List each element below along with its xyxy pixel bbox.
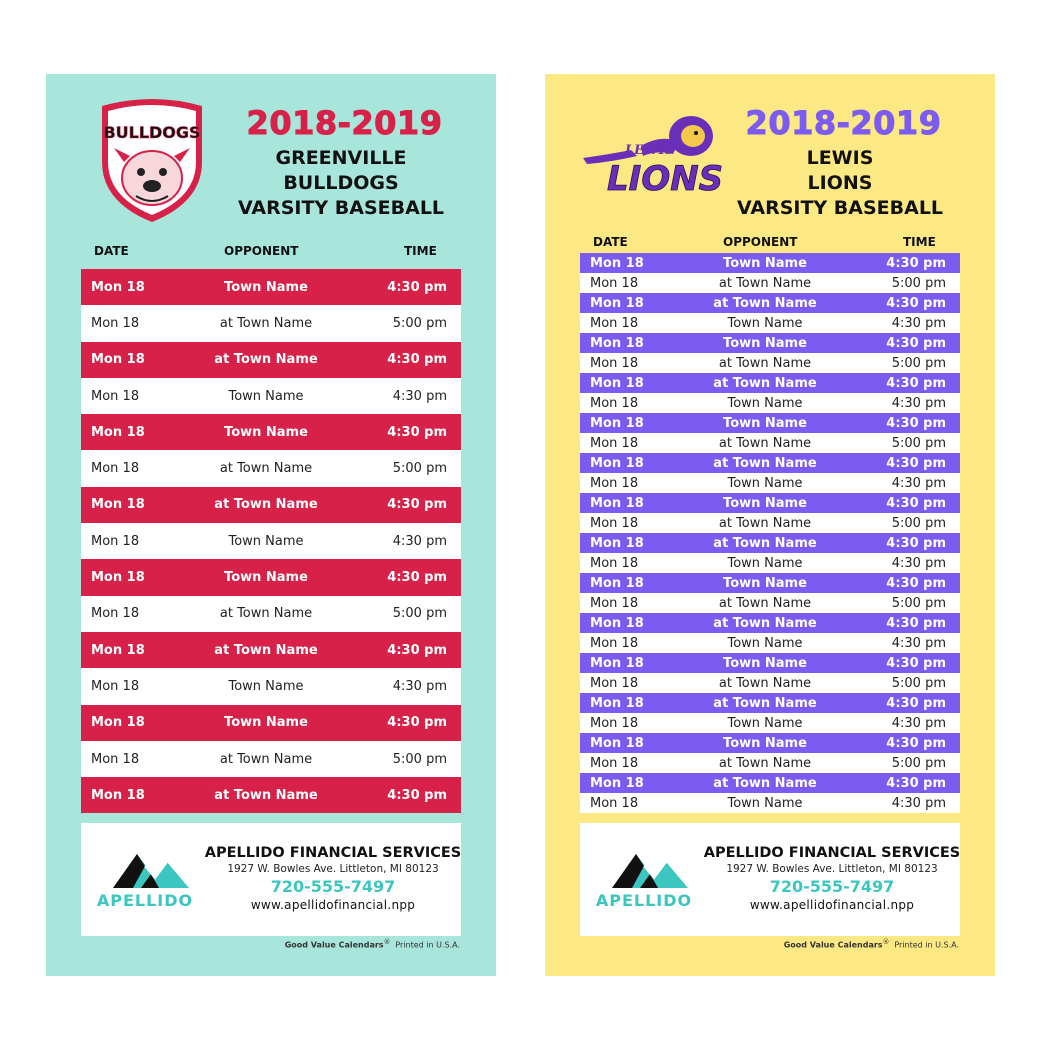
row-date: Mon 18 bbox=[590, 755, 639, 771]
row-date: Mon 18 bbox=[91, 787, 145, 803]
table-row bbox=[81, 342, 461, 378]
title-line-3: VARSITY BASEBALL bbox=[237, 197, 445, 219]
sponsor-phone[interactable]: 720-555-7497 bbox=[270, 877, 396, 896]
row-opponent: at Town Name bbox=[718, 355, 812, 371]
footer-brand: Good Value Calendars bbox=[284, 940, 384, 950]
row-date: Mon 18 bbox=[590, 735, 644, 751]
row-date: Mon 18 bbox=[91, 642, 145, 658]
table-row bbox=[580, 653, 960, 673]
row-opponent: at Town Name bbox=[713, 455, 817, 471]
table-row bbox=[580, 313, 960, 333]
row-date: Mon 18 bbox=[590, 335, 644, 351]
sponsor-name: APELLIDO FINANCIAL SERVICES bbox=[204, 845, 462, 861]
title-line-2: LIONS bbox=[807, 172, 873, 194]
row-opponent: Town Name bbox=[224, 715, 308, 731]
row-date: Mon 18 bbox=[91, 352, 145, 368]
row-date: Mon 18 bbox=[590, 675, 639, 691]
row-opponent: Town Name bbox=[727, 715, 803, 731]
row-time: 4:30 pm bbox=[891, 555, 946, 571]
table-row bbox=[580, 333, 960, 353]
row-opponent: at Town Name bbox=[219, 315, 313, 331]
row-date: Mon 18 bbox=[590, 615, 644, 631]
table-row bbox=[580, 493, 960, 513]
footer-printed: Printed in U.S.A. bbox=[894, 940, 959, 950]
row-date: Mon 18 bbox=[590, 515, 639, 531]
table-row bbox=[580, 713, 960, 733]
table-row bbox=[580, 633, 960, 653]
row-time: 5:00 pm bbox=[891, 675, 946, 691]
schedule-rows bbox=[81, 269, 461, 813]
row-opponent: at Town Name bbox=[718, 755, 812, 771]
row-opponent: Town Name bbox=[723, 495, 807, 511]
row-opponent: at Town Name bbox=[219, 461, 313, 477]
col-head-time: TIME bbox=[903, 235, 936, 249]
row-time: 4:30 pm bbox=[891, 395, 946, 411]
sponsor-phone[interactable]: 720-555-7497 bbox=[769, 877, 895, 896]
row-time: 4:30 pm bbox=[387, 352, 447, 368]
row-date: Mon 18 bbox=[590, 455, 644, 471]
row-opponent: at Town Name bbox=[713, 295, 817, 311]
row-time: 4:30 pm bbox=[886, 375, 946, 391]
title-line-1: GREENVILLE bbox=[275, 147, 407, 169]
row-opponent: Town Name bbox=[723, 415, 807, 431]
row-time: 4:30 pm bbox=[387, 715, 447, 731]
row-date: Mon 18 bbox=[91, 388, 140, 404]
mountain-logo-icon bbox=[111, 848, 191, 892]
row-date: Mon 18 bbox=[590, 355, 639, 371]
row-time: 4:30 pm bbox=[387, 497, 447, 513]
sponsor-address: 1927 W. Bowles Ave. Littleton, MI 80123 bbox=[227, 863, 439, 875]
row-time: 4:30 pm bbox=[886, 615, 946, 631]
table-row bbox=[81, 559, 461, 595]
row-time: 4:30 pm bbox=[886, 335, 946, 351]
row-date: Mon 18 bbox=[590, 495, 644, 511]
table-row bbox=[81, 378, 461, 414]
table-row bbox=[580, 553, 960, 573]
row-opponent: at Town Name bbox=[219, 606, 313, 622]
sponsor-brand: APELLIDO bbox=[595, 891, 693, 910]
bulldogs-shield-logo bbox=[96, 96, 208, 224]
row-opponent: Town Name bbox=[727, 555, 803, 571]
footer-reg: ® bbox=[882, 938, 890, 946]
row-time: 4:30 pm bbox=[891, 315, 946, 331]
row-time: 4:30 pm bbox=[387, 570, 447, 586]
table-row bbox=[81, 269, 461, 305]
col-head-time: TIME bbox=[404, 244, 437, 258]
row-time: 4:30 pm bbox=[886, 495, 946, 511]
row-date: Mon 18 bbox=[590, 475, 639, 491]
bulldogs-logo-text: BULLDOGS bbox=[103, 123, 201, 142]
sponsor-website[interactable]: www.apellidofinancial.npp bbox=[250, 898, 416, 912]
row-opponent: at Town Name bbox=[214, 497, 318, 513]
row-time: 5:00 pm bbox=[891, 515, 946, 531]
row-time: 4:30 pm bbox=[387, 787, 447, 803]
table-row bbox=[580, 393, 960, 413]
table-row bbox=[81, 414, 461, 450]
footer-reg: ® bbox=[383, 938, 391, 946]
table-row bbox=[580, 533, 960, 553]
table-row bbox=[81, 668, 461, 704]
row-time: 4:30 pm bbox=[886, 535, 946, 551]
table-row bbox=[580, 753, 960, 773]
row-date: Mon 18 bbox=[590, 395, 639, 411]
row-opponent: Town Name bbox=[727, 315, 803, 331]
row-opponent: Town Name bbox=[723, 255, 807, 271]
table-row bbox=[81, 632, 461, 668]
row-time: 4:30 pm bbox=[886, 695, 946, 711]
row-date: Mon 18 bbox=[590, 295, 644, 311]
row-time: 4:30 pm bbox=[392, 533, 447, 549]
row-opponent: at Town Name bbox=[713, 535, 817, 551]
row-opponent: at Town Name bbox=[214, 642, 318, 658]
row-date: Mon 18 bbox=[590, 655, 644, 671]
schedule-rows bbox=[580, 253, 960, 813]
row-date: Mon 18 bbox=[91, 279, 145, 295]
table-row bbox=[580, 693, 960, 713]
row-opponent: at Town Name bbox=[718, 435, 812, 451]
table-row bbox=[580, 473, 960, 493]
row-time: 4:30 pm bbox=[387, 642, 447, 658]
row-opponent: Town Name bbox=[224, 424, 308, 440]
row-date: Mon 18 bbox=[91, 606, 140, 622]
row-time: 4:30 pm bbox=[387, 424, 447, 440]
row-date: Mon 18 bbox=[91, 424, 145, 440]
row-opponent: at Town Name bbox=[713, 695, 817, 711]
row-opponent: Town Name bbox=[228, 533, 304, 549]
mountain-logo-icon bbox=[610, 848, 690, 892]
row-time: 5:00 pm bbox=[891, 355, 946, 371]
sponsor-name: APELLIDO FINANCIAL SERVICES bbox=[703, 845, 961, 861]
row-date: Mon 18 bbox=[590, 275, 639, 291]
row-time: 4:30 pm bbox=[891, 635, 946, 651]
table-row bbox=[81, 487, 461, 523]
row-date: Mon 18 bbox=[590, 375, 644, 391]
table-row bbox=[81, 305, 461, 341]
row-time: 4:30 pm bbox=[392, 678, 447, 694]
sponsor-box bbox=[580, 823, 960, 936]
row-opponent: at Town Name bbox=[718, 515, 812, 531]
row-time: 4:30 pm bbox=[891, 795, 946, 811]
sponsor-address: 1927 W. Bowles Ave. Littleton, MI 80123 bbox=[726, 863, 938, 875]
table-row bbox=[580, 793, 960, 813]
row-time: 5:00 pm bbox=[891, 755, 946, 771]
row-date: Mon 18 bbox=[590, 415, 644, 431]
row-time: 4:30 pm bbox=[886, 735, 946, 751]
row-time: 4:30 pm bbox=[886, 655, 946, 671]
footer-printed: Printed in U.S.A. bbox=[395, 940, 460, 950]
table-row bbox=[580, 773, 960, 793]
row-time: 5:00 pm bbox=[392, 606, 447, 622]
lions-schedule-card bbox=[545, 74, 995, 976]
row-date: Mon 18 bbox=[590, 775, 644, 791]
row-time: 5:00 pm bbox=[891, 275, 946, 291]
row-opponent: Town Name bbox=[727, 635, 803, 651]
row-time: 4:30 pm bbox=[891, 475, 946, 491]
row-time: 4:30 pm bbox=[392, 388, 447, 404]
table-row bbox=[580, 273, 960, 293]
col-head-opponent: OPPONENT bbox=[723, 235, 798, 249]
bulldogs-schedule-card bbox=[46, 74, 496, 976]
row-time: 5:00 pm bbox=[891, 595, 946, 611]
sponsor-brand: APELLIDO bbox=[96, 891, 194, 910]
sponsor-box bbox=[81, 823, 461, 936]
season-year: 2018-2019 bbox=[745, 104, 942, 142]
table-row bbox=[580, 573, 960, 593]
row-date: Mon 18 bbox=[590, 695, 644, 711]
row-opponent: Town Name bbox=[727, 475, 803, 491]
row-opponent: Town Name bbox=[723, 575, 807, 591]
lions-logo bbox=[581, 110, 731, 196]
table-row bbox=[580, 593, 960, 613]
row-time: 5:00 pm bbox=[392, 461, 447, 477]
row-time: 4:30 pm bbox=[886, 255, 946, 271]
col-head-date: DATE bbox=[94, 244, 129, 258]
row-opponent: Town Name bbox=[723, 335, 807, 351]
row-opponent: Town Name bbox=[723, 655, 807, 671]
table-row bbox=[580, 433, 960, 453]
table-row bbox=[81, 596, 461, 632]
row-date: Mon 18 bbox=[91, 570, 145, 586]
table-row bbox=[81, 777, 461, 813]
row-date: Mon 18 bbox=[590, 715, 639, 731]
row-opponent: Town Name bbox=[228, 388, 304, 404]
lions-logo-text: LIONS bbox=[607, 159, 724, 196]
row-opponent: Town Name bbox=[224, 570, 308, 586]
row-date: Mon 18 bbox=[590, 255, 644, 271]
table-row bbox=[81, 450, 461, 486]
table-row bbox=[580, 413, 960, 433]
row-opponent: Town Name bbox=[228, 678, 304, 694]
row-date: Mon 18 bbox=[590, 795, 639, 811]
table-row bbox=[580, 353, 960, 373]
title-line-3: VARSITY BASEBALL bbox=[736, 197, 944, 219]
col-head-opponent: OPPONENT bbox=[224, 244, 299, 258]
row-date: Mon 18 bbox=[590, 635, 639, 651]
sponsor-website[interactable]: www.apellidofinancial.npp bbox=[749, 898, 915, 912]
col-head-date: DATE bbox=[593, 235, 628, 249]
footer bbox=[784, 938, 959, 950]
row-date: Mon 18 bbox=[91, 715, 145, 731]
row-opponent: at Town Name bbox=[713, 775, 817, 791]
row-date: Mon 18 bbox=[590, 315, 639, 331]
table-row bbox=[580, 373, 960, 393]
row-opponent: at Town Name bbox=[219, 751, 313, 767]
row-time: 4:30 pm bbox=[886, 415, 946, 431]
row-opponent: Town Name bbox=[224, 279, 308, 295]
row-date: Mon 18 bbox=[590, 595, 639, 611]
table-row bbox=[580, 513, 960, 533]
row-opponent: Town Name bbox=[723, 735, 807, 751]
row-date: Mon 18 bbox=[91, 678, 140, 694]
row-opponent: at Town Name bbox=[718, 275, 812, 291]
row-date: Mon 18 bbox=[590, 535, 644, 551]
row-opponent: Town Name bbox=[727, 795, 803, 811]
row-time: 5:00 pm bbox=[891, 435, 946, 451]
footer bbox=[285, 938, 460, 950]
row-time: 4:30 pm bbox=[891, 715, 946, 731]
row-time: 4:30 pm bbox=[886, 575, 946, 591]
row-opponent: at Town Name bbox=[214, 352, 318, 368]
row-time: 5:00 pm bbox=[392, 315, 447, 331]
table-row bbox=[580, 253, 960, 273]
table-row bbox=[580, 453, 960, 473]
table-row bbox=[580, 733, 960, 753]
row-time: 4:30 pm bbox=[886, 775, 946, 791]
row-time: 4:30 pm bbox=[387, 279, 447, 295]
table-row bbox=[81, 741, 461, 777]
table-row bbox=[580, 673, 960, 693]
row-date: Mon 18 bbox=[590, 555, 639, 571]
row-opponent: at Town Name bbox=[214, 787, 318, 803]
table-row bbox=[81, 523, 461, 559]
table-row bbox=[580, 293, 960, 313]
table-row bbox=[580, 613, 960, 633]
title-line-2: BULLDOGS bbox=[283, 172, 399, 194]
row-date: Mon 18 bbox=[91, 533, 140, 549]
footer-brand: Good Value Calendars bbox=[783, 940, 883, 950]
row-opponent: Town Name bbox=[727, 395, 803, 411]
row-date: Mon 18 bbox=[91, 751, 140, 767]
row-date: Mon 18 bbox=[91, 497, 145, 513]
row-date: Mon 18 bbox=[590, 575, 644, 591]
row-date: Mon 18 bbox=[91, 461, 140, 477]
row-opponent: at Town Name bbox=[713, 375, 817, 391]
lions-logo-text-top: LEWIS bbox=[625, 143, 675, 158]
season-year: 2018-2019 bbox=[246, 104, 443, 142]
row-date: Mon 18 bbox=[91, 315, 140, 331]
row-opponent: at Town Name bbox=[713, 615, 817, 631]
title-line-1: LEWIS bbox=[806, 147, 874, 169]
row-time: 4:30 pm bbox=[886, 455, 946, 471]
table-row bbox=[81, 705, 461, 741]
row-time: 5:00 pm bbox=[392, 751, 447, 767]
row-opponent: at Town Name bbox=[718, 595, 812, 611]
row-opponent: at Town Name bbox=[718, 675, 812, 691]
row-time: 4:30 pm bbox=[886, 295, 946, 311]
row-date: Mon 18 bbox=[590, 435, 639, 451]
